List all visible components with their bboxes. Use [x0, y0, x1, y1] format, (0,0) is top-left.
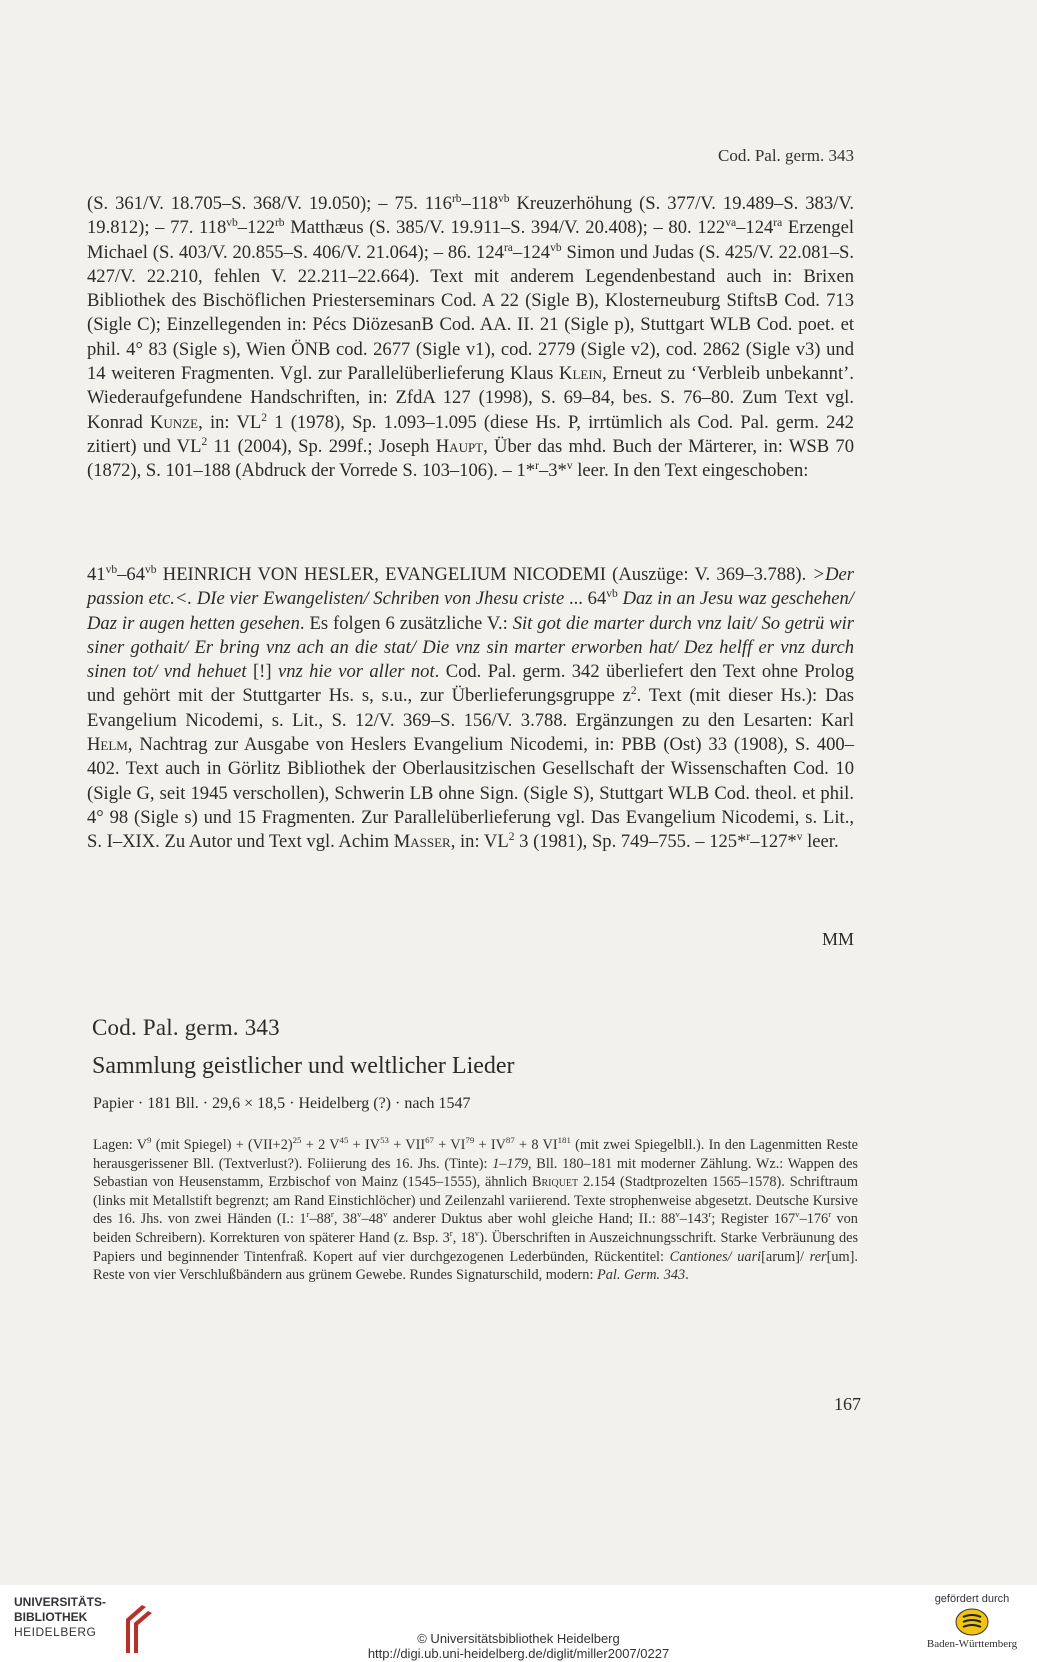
running-head: Cod. Pal. germ. 343 [718, 146, 854, 165]
page-number: 167 [834, 1394, 861, 1414]
library-name-line2: BIBLIOTHEK [14, 1610, 88, 1624]
paragraph-legend-contents: (S. 361/V. 18.705–S. 368/V. 19.050); – 75. $116^{rb}-118^{vb}$ Kreuzerhöhung (S. 377/V. 19.489–S. 383/V. 19.812); – 77. $118^{vb}-122^{rb}$ Matthæus (S. 385/V. 19.911–S. 394/V. 20.408); – 80. $122^{va}-124^{ra}$ Erzengel Michael (S. 403/V. 20.855–S. 406/V. 21.064); – 86. $124^{ra}-124^{vb}$ Simon und Judas (S. 425/V. 22.081–S. 427/V. 22.210, fehlen V. 22.211–22.664). Text mit anderem Legendenbestand auch in: Brixen Bibliothek des Bischöflichen Priesterseminars Cod. A 22 (Sigle B), Klosterneuburg StiftsB Cod. 713 (Sigle C); Einzellegenden in: Pécs DiözesanB Cod. AA. II. 21 (Sigle p), Stuttgart WLB Cod. poet. et phil. 4° 83 (Sigle s), Wien ÖNB cod. 2677 (Sigle v1), cod. 2779 (Sigle v2), cod. 2862 (Sigle v3) und 14 weiteren Fragmenten. Vgl. zur Parallelüberlieferung Klaus Klein, Erneut zu ‘Verbleib unbekannt’. Wiederaufgefundene Handschriften, in: ZfdA 127 (1998), S. 69–84, bes. S. 76–80. Zum Text vgl. Konrad Kunze, in: $VL^2$ 1 (1978), Sp. 1.093–1.095 (diese Hs. P, irrtümlich als Cod. Pal. germ. 242 zitiert) und $VL^2$ 11 (2004), Sp. 299f.; Joseph Haupt, Über das mhd. Buch der Märterer, in: WSB 70 (1872), S. 101–188 (Abdruck der Vorrede S. 103–106). – 1*$^r$–3*$^v$ leer. In den Text eingeschoben: [87, 192, 854, 482]
sponsor-block [917, 1593, 1027, 1650]
source-url-link[interactable]: http://digi.ub.uni-heidelberg.de/diglit/miller2007/0227 [367, 1646, 670, 1661]
sponsor-label: gefördert durch [934, 1593, 1010, 1605]
library-name-line1: UNIVERSITÄTS- [14, 1595, 107, 1609]
library-name-line3: HEIDELBERG [14, 1625, 97, 1639]
entry-subtitle: Sammlung geistlicher und weltlicher Lieder [92, 1053, 515, 1079]
copyright-notice: © Universitätsbibliothek Heidelberg [417, 1631, 620, 1646]
viewer-footer [0, 1585, 1037, 1662]
state-crest-icon [955, 1608, 989, 1636]
codicological-description: Lagen: $V^9$ (mit Spiegel) + $(VII+2)^{25} + 2$ $V^{45} + IV^{53} + VII^{67} + VI^{79} + IV^{87} + 8$ VI$^{181}$ (mit zwei Spiegelbll.). In den Lagenmitten Reste herausgerissener Bll. (Textverlust?). Foliierung des 16. Jhs. (Tinte): 1–179, Bll. 180–181 mit moderner Zählung. Wz.: Wappen des Sebastian von Heusenstamm, Erzbischof von Mainz (1545–1555), ähnlich Briquet 2.154 (Stadtprozelten 1565–1578). Schriftraum (links mit Metallstift begrenzt; am Rand Einstichlöcher) und Zeilenzahl variierend. Texte strophenweise abgesetzt. Deutsche Kursive des 16. Jhs. von zwei Händen (I.: 1$^r$–88$^r$, 38$^v$–48$^v$ anderer Duktus aber wohl gleiche Hand; II.: 88$^v$–143$^r$; Register 167$^v$–176$^r$ von beiden Schreibern). Korrekturen von späterer Hand (z. Bsp. 3$^r$, 18$^v$). Überschriften in Auszeichnungsschrift. Starke Verbräunung des Papiers und beginnender Tintenfraß. Kopert auf vier durchgezogenen Lederbünden, Rückentitel: Cantiones/ uari[arum]/ rer[um]. Reste von vier Verschlußbändern aus grünem Gewebe. Rundes Signaturschild, modern: Pal. Germ. 343. [93, 1135, 859, 1284]
entry-title: Cod. Pal. germ. 343 [92, 1015, 280, 1040]
sponsor-name: Baden-Württemberg [926, 1638, 1018, 1650]
author-initials: MM [821, 929, 854, 949]
entry-meta: Papier · 181 Bll. · 29,6 × 18,5 · Heidelberg (?) · nach 1547 [93, 1095, 471, 1112]
paragraph-evangelium-nicodemi: $41^{vb}-64^{vb}$ HEINRICH VON HESLER, EVANGELIUM NICODEMI (Auszüge: V. 369–3.788). >Der passion etc.<. DIe vier Ewangelisten/ Schriben von Jhesu criste ... $64^{vb}$ Daz in an Jesu waz geschehen/ Daz ir augen hetten gesehen. Es folgen 6 zusätzliche V.: Sit got die marter durch vnz lait/ So getrü wir siner gothait/ Er bring vnz ach an die stat/ Die vnz sin marter erworben hat/ Dez helff er vnz durch sinen tot/ vnd hehuet [!] vnz hie vor aller not. Cod. Pal. germ. 342 überliefert den Text ohne Prolog und gehört mit der Stuttgarter Hs. s, s.u., zur Überlieferungsgruppe $z^2$. Text (mit dieser Hs.): Das Evangelium Nicodemi, s. Lit., S. 12/V. 369–S. 156/V. 3.788. Ergänzungen zu den Lesarten: Karl Helm, Nachtrag zur Ausgabe von Heslers Evangelium Nicodemi, in: PBB (Ost) 33 (1908), S. 400–402. Text auch in Görlitz Bibliothek der Oberlausitzischen Gesellschaft der Wissenschaften Cod. 10 (Sigle G, seit 1945 verschollen), Schwerin LB ohne Sign. (Sigle S), Stuttgart WLB Cod. theol. et phil. 4° 98 (Sigle s) und 15 Fragmenten. Zur Parallelüberlieferung vgl. Das Evangelium Nicodemi, s. Lit., S. I–XIX. Zu Autor und Text vgl. Achim Masser, in: $VL^2$ 3 (1981), Sp. 749–755. – 125*$^r$–127*$^v$ leer. [87, 563, 855, 853]
